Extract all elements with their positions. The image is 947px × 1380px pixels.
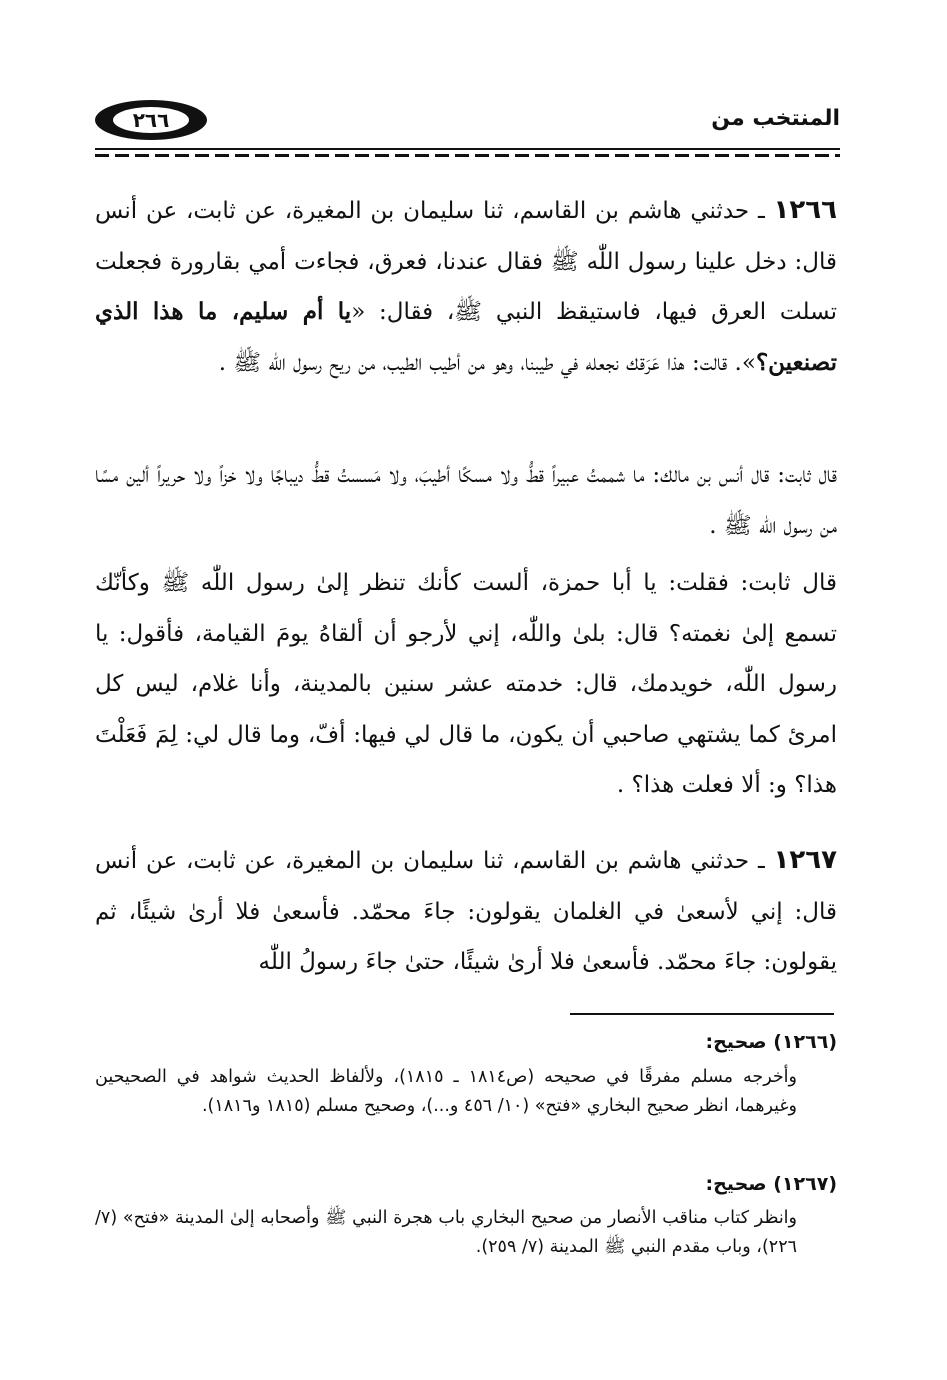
page-number: ٢٦٦ <box>113 107 189 133</box>
hadith-quote: يا أم سليم، ما هذا الذي تصنعين؟ <box>95 298 837 376</box>
paragraph-thabit-2 <box>95 558 837 811</box>
header-rule <box>95 148 840 158</box>
hadith-text-cont: ». قالت: هذا عَرَقك نجعله في طيبنا، وهو من أطيب الطيب، من ريح رسول اللّٰه ﷺ . <box>218 349 756 376</box>
hadith-1266 <box>95 185 837 388</box>
book-title: المنتخب من <box>711 106 840 131</box>
hadith-number: ١٢٦٧ <box>773 845 837 875</box>
paragraph-text: قال ثابت: قال أنس بن مالك: ما شممتُ عبيراً قطُّ ولا مسكًا أطيبَ، ولا مَسستُ قطُّ ديباجًا ولا خزاً ولا حريراً ألين مسًا من رسول اللّٰه ﷺ . <box>95 462 837 539</box>
footnote-2-heading: (١٢٦٧) صحيح: <box>705 1173 837 1195</box>
hadith-text: ـ حدثني هاشم بن القاسم، ثنا سليمان بن المغيرة، عن ثابت، عن أنس قال: إني لأسعىٰ في الغلمان يقولون: جاءَ محمّد. فأسعىٰ فلا أرىٰ شيئًا، ثم يقولون: جاءَ محمّد. فأسعىٰ فلا أرىٰ شيئًا، حتىٰ جاءَ رسولُ اللّٰه <box>95 848 837 975</box>
hadith-number: ١٢٦٦ <box>773 195 837 225</box>
paragraph-text: قال ثابت: فقلت: يا أبا حمزة، ألست كأنك تنظر إلىٰ رسول اللّٰه ﷺ وكأنّك تسمع إلىٰ نغمته؟ قال: بلىٰ واللّٰه، إني لأرجو أن ألقاهُ يومَ القيامة، فأقول: يا رسول اللّٰه، خويدمك، قال: خدمته عشر سنين بالمدينة، وأنا غلام، ليس كل امرئ كما يشتهي صاحبي أن يكون، ما قال لي فيها: أفّ، وما قال لي: لِمَ فَعَلْتَ هذا؟ و: ألا فعلت هذا؟ . <box>95 570 837 798</box>
hadith-1267 <box>95 835 837 988</box>
footnote-2-text: وانظر كتاب مناقب الأنصار من صحيح البخاري باب هجرة النبي ﷺ وأصحابه إلىٰ المدينة «فتح» (٧/ ٢٢٦)، وباب مقدم النبي ﷺ المدينة (٧/ ٢٥٩). <box>95 1208 797 1257</box>
paragraph-thabit-1 <box>95 450 837 551</box>
page-number-badge <box>95 100 207 140</box>
hadith-text: ـ حدثني هاشم بن القاسم، ثنا سليمان بن المغيرة، عن ثابت، عن أنس قال: دخل علينا رسول اللّٰه ﷺ فقال عندنا، فعرق، فجاءت أمي بقارورة فجعلت تسلت العرق فيها، فاستيقظ النبي ﷺ، فقال: « <box>95 198 837 325</box>
footnote-1-heading: (١٢٦٦) صحيح: <box>705 1031 837 1053</box>
page-header <box>95 98 840 158</box>
footnote-separator <box>570 1013 834 1015</box>
footnote-1-text: وأخرجه مسلم مفرقًا في صحيحه (ص١٨١٤ ـ ١٨١٥)، ولألفاظ الحديث شواهد في الصحيحين وغيرهما، انظر صحيح البخاري «فتح» (١٠/ ٤٥٦ و...)، وصحيح مسلم (١٨١٥ و١٨١٦). <box>95 1067 797 1116</box>
